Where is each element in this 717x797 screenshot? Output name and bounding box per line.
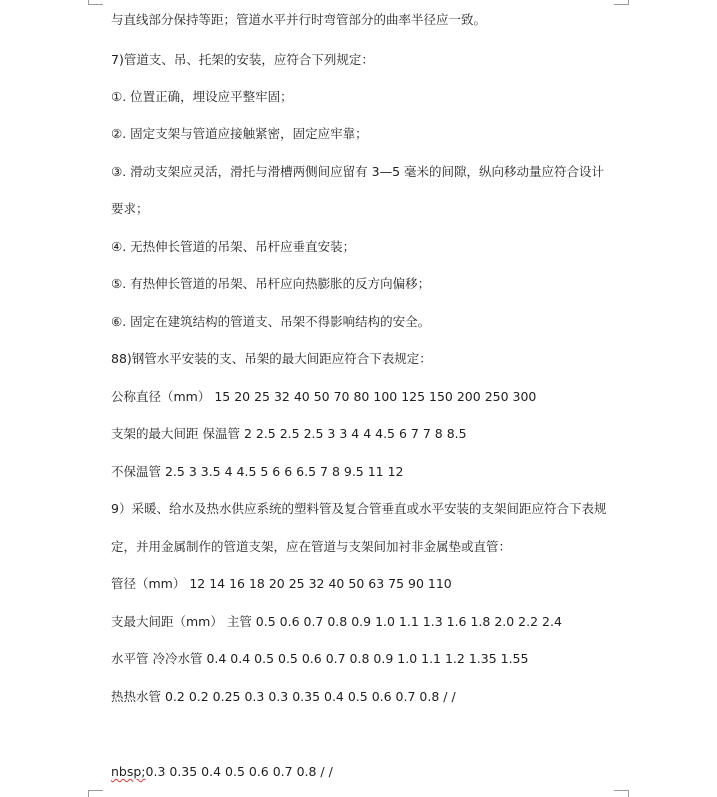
text-segment: 0.3 0.35 0.4 0.5 0.6 0.7 0.8 / / [145, 764, 333, 779]
text-line: ②. 固定支架与管道应接触紧密，固定应牢靠； [111, 126, 368, 141]
text-line: 9）采暖、给水及热水供应系统的塑料管及复合管垂直或水平安装的支架间距应符合下表规 [111, 501, 607, 516]
page-corner-mark [614, 0, 629, 5]
text-line: 定，并用金属制作的管道支架，应在管道与支架间加衬非金属垫或直管： [111, 539, 512, 554]
text-line: 公称直径（mm） 15 20 25 32 40 50 70 80 100 125 150 200 250 300 [111, 389, 537, 404]
spellcheck-flagged-text[interactable]: nbsp; [111, 764, 146, 779]
text-line-last [111, 764, 333, 780]
text-line: 水平管 冷冷水管 0.4 0.4 0.5 0.5 0.6 0.7 0.8 0.9 1.0 1.1 1.2 1.35 1.55 [111, 651, 529, 666]
text-line: 支架的最大间距 保温管 2 2.5 2.5 2.5 3 3 4 4 4.5 6 7 7 8 8.5 [111, 426, 467, 441]
text-line: 要求； [111, 201, 149, 216]
text-line: 与直线部分保持等距；管道水平并行时弯管部分的曲率半径应一致。 [111, 12, 487, 27]
text-line: ⑥. 固定在建筑结构的管道支、吊架不得影响结构的安全。 [111, 314, 431, 329]
text-line: 热热水管 0.2 0.2 0.25 0.3 0.3 0.35 0.4 0.5 0.6 0.7 0.8 / / [111, 689, 456, 704]
text-line: 不保温管 2.5 3 3.5 4 4.5 5 6 6 6.5 7 8 9.5 11 12 [111, 464, 404, 479]
text-line: ⑤. 有热伸长管道的吊架、吊杆应向热膨胀的反方向偏移； [111, 276, 431, 291]
text-line: ①. 位置正确，埋设应平整牢固； [111, 89, 293, 104]
text-line: ③. 滑动支架应灵活，滑托与滑槽两侧间应留有 3—5 毫米的间隙，纵向移动量应符合设计 [111, 164, 605, 179]
text-line: 7)管道支、吊、托架的安装，应符合下列规定： [111, 52, 374, 67]
text-line: ④. 无热伸长管道的吊架、吊杆应垂直安装； [111, 239, 356, 254]
text-line: 88)钢管水平安装的支、吊架的最大间距应符合下表规定： [111, 351, 432, 366]
page-corner-mark [88, 0, 103, 5]
text-line: 管径（mm） 12 14 16 18 20 25 32 40 50 63 75 90 110 [111, 576, 452, 591]
text-line: 支最大间距（mm） 主管 0.5 0.6 0.7 0.8 0.9 1.0 1.1 1.3 1.6 1.8 2.0 2.2 2.4 [111, 614, 562, 629]
